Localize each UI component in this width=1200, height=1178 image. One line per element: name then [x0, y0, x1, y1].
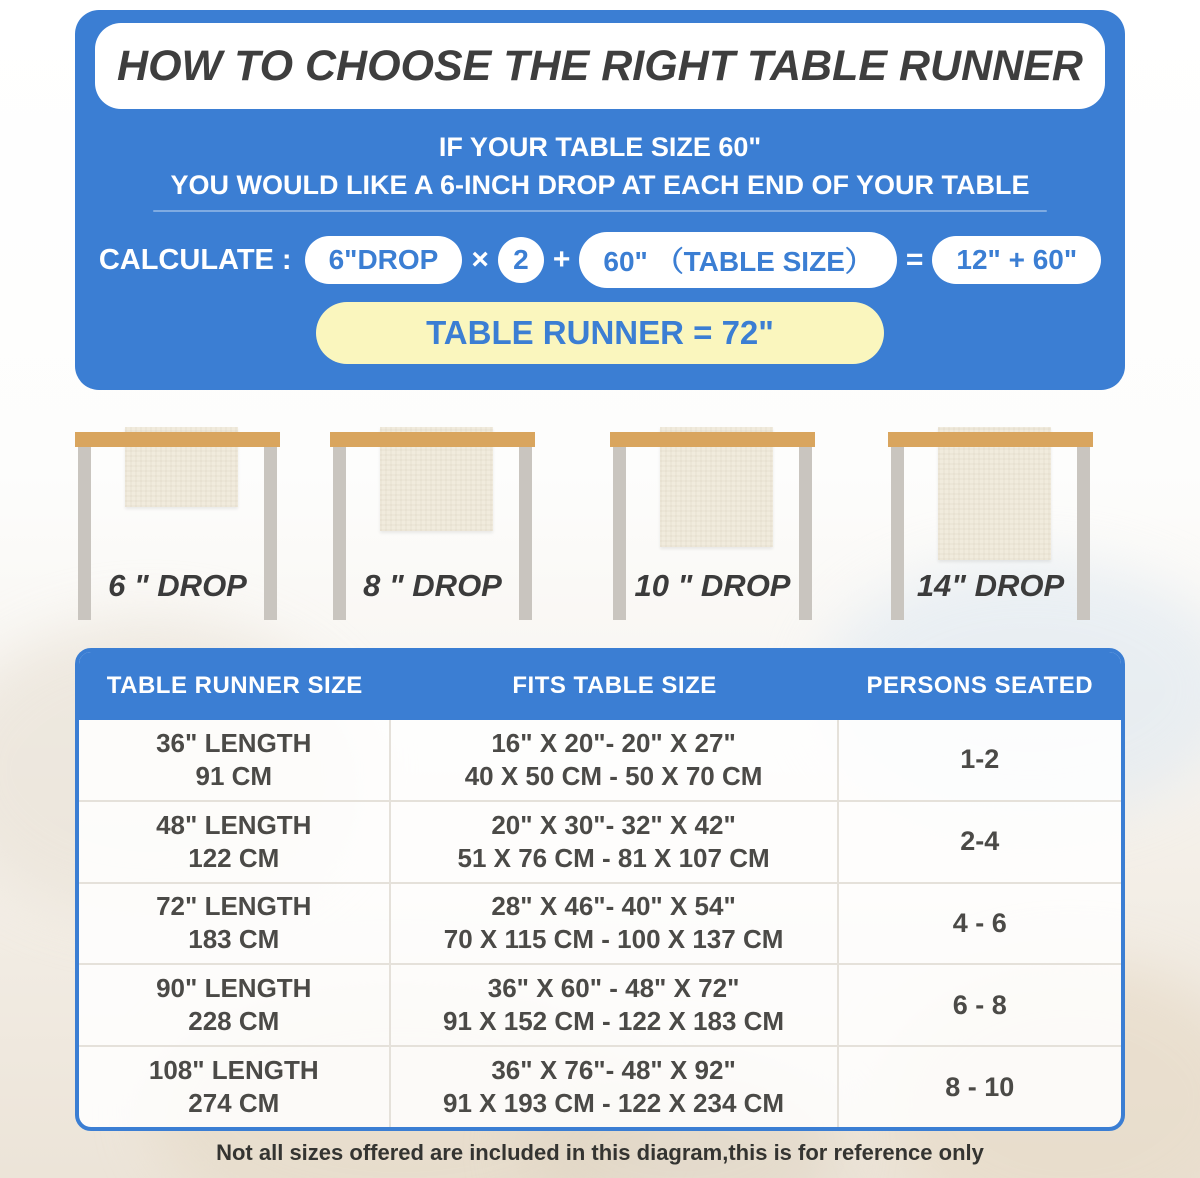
persons-seated-cell: 4 - 6 [952, 907, 1007, 938]
calculation-formula [75, 232, 1125, 288]
table-size-pill: 60" （TABLE SIZE） [579, 232, 896, 288]
runner-length-cm: 183 CM [188, 924, 280, 955]
table-row [79, 884, 1121, 966]
multiplier-circle: 2 [498, 237, 544, 283]
hero-panel [75, 10, 1125, 390]
disclaimer-note: Not all sizes offered are included in this diagram,this is for reference only [216, 1140, 984, 1165]
table-illustration-6in [75, 400, 280, 640]
fits-size-cm: 91 X 152 CM - 122 X 183 CM [443, 1006, 785, 1037]
fits-size-cell [391, 1047, 839, 1127]
size-reference-table [75, 648, 1125, 1131]
runner-length-cm: 228 CM [188, 1006, 280, 1037]
title-banner [95, 23, 1105, 109]
runner-length-cm: 274 CM [188, 1088, 280, 1119]
multiply-operator: × [471, 243, 489, 276]
runner-length-cm: 91 CM [195, 760, 273, 791]
drop-value-pill: 6"DROP [305, 236, 463, 284]
calculate-label: CALCULATE : [98, 243, 292, 276]
equals-operator: = [905, 243, 924, 276]
fits-size-cell [391, 965, 839, 1045]
tabletop [610, 432, 815, 447]
tabletop [888, 432, 1093, 447]
fits-size-cm: 51 X 76 CM - 81 X 107 CM [457, 842, 770, 873]
fits-size-inches: 16" X 20"- 20" X 27" [491, 727, 736, 758]
fits-size-cm: 91 X 193 CM - 122 X 234 CM [443, 1088, 785, 1119]
fits-size-cm: 70 X 115 CM - 100 X 137 CM [443, 924, 784, 955]
persons-seated-cell: 2-4 [960, 826, 1000, 857]
table-body [79, 720, 1121, 1127]
drop-label: 6 " DROP [108, 568, 247, 603]
runner-size-cell [79, 1047, 391, 1127]
runner-size-cell [79, 720, 391, 800]
drop-label: 10 " DROP [634, 568, 791, 603]
result-pill: TABLE RUNNER = 72" [316, 302, 884, 364]
table-illustration-10in [610, 400, 815, 640]
fits-size-inches: 36" X 60" - 48" X 72" [487, 973, 740, 1004]
runner-size-cell [79, 802, 391, 882]
drop-label: 8 " DROP [363, 568, 502, 603]
tabletop [75, 432, 280, 447]
runner-size-cell [79, 884, 391, 964]
runner-length-cm: 122 CM [188, 842, 280, 873]
table-header-row [79, 652, 1121, 720]
persons-seated-cell: 8 - 10 [945, 1071, 1015, 1102]
runner-length-inches: 108" LENGTH [148, 1055, 319, 1086]
result-row [75, 302, 1125, 364]
column-header-runner-size: TABLE RUNNER SIZE [106, 672, 363, 699]
fits-size-inches: 28" X 46"- 40" X 54" [491, 891, 736, 922]
fits-size-cell [391, 802, 839, 882]
plus-operator: + [552, 243, 571, 276]
drop-label: 14" DROP [916, 568, 1065, 603]
subtitle-line-2: YOU WOULD LIKE A 6-INCH DROP AT EACH END OF YOUR TABLE [170, 170, 1030, 200]
runner-length-inches: 36" LENGTH [156, 727, 312, 758]
column-header-fits-table-size: FITS TABLE SIZE [512, 672, 717, 699]
drop-illustrations [0, 400, 1200, 640]
divider [153, 210, 1047, 212]
table-row [79, 1047, 1121, 1127]
column-header-persons-seated: PERSONS SEATED [866, 672, 1094, 699]
persons-seated-cell: 6 - 8 [952, 989, 1007, 1020]
runner-length-inches: 72" LENGTH [156, 891, 312, 922]
subtitle-line-1: IF YOUR TABLE SIZE 60" [438, 132, 762, 162]
fits-size-cm: 40 X 50 CM - 50 X 70 CM [464, 760, 763, 791]
tabletop [330, 432, 535, 447]
runner-length-inches: 90" LENGTH [156, 973, 312, 1004]
table-row [79, 965, 1121, 1047]
fits-size-cell [391, 884, 839, 964]
table-row [79, 720, 1121, 802]
table-row [79, 802, 1121, 884]
runner-size-cell [79, 965, 391, 1045]
sum-pill: 12" + 60" [932, 236, 1101, 284]
fits-size-cell [391, 720, 839, 800]
runner-length-inches: 48" LENGTH [156, 809, 312, 840]
table-illustration-14in [888, 400, 1093, 640]
page-title: HOW TO CHOOSE THE RIGHT TABLE RUNNER [117, 41, 1083, 90]
persons-seated-cell: 1-2 [960, 744, 1000, 775]
fits-size-inches: 20" X 30"- 32" X 42" [491, 809, 736, 840]
table-illustration-8in [330, 400, 535, 640]
fits-size-inches: 36" X 76"- 48" X 92" [491, 1055, 736, 1086]
